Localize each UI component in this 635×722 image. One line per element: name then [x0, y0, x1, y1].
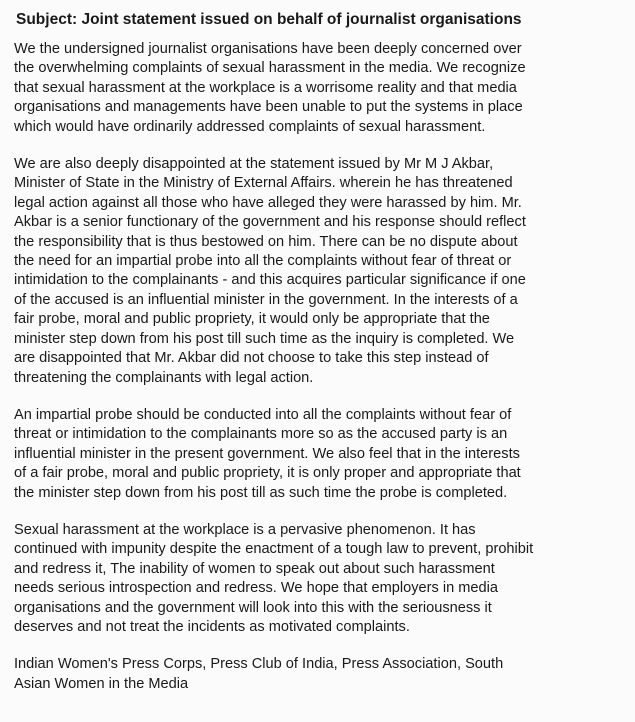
paragraph-3 — [14, 406, 621, 503]
text-line: the minister step down from his post till as such time the probe is completed. — [14, 484, 508, 501]
text-line: influential minister in the present government. We also feel that in the interests — [14, 445, 520, 462]
text-line: of a fair probe, moral and public propriety, it is only proper and appropriate that — [14, 465, 521, 482]
text-line: are disappointed that Mr. Akbar did not choose to take this step instead of — [14, 350, 489, 367]
text-line: needs serious introspection and redress. We hope that employers in media — [14, 580, 499, 597]
text-line: the need for an impartial probe into all the complaints without fear of threat or — [14, 253, 512, 270]
signatory-line: Indian Women's Press Corps, Press Club of India, Press Association, South — [14, 656, 504, 673]
text-line: threatening the complainants with legal action. — [14, 369, 314, 386]
paragraph-4 — [14, 521, 621, 637]
subject-heading: Subject: Joint statement issued on behalf of journalist organisations — [16, 11, 522, 28]
text-line: An impartial probe should be conducted into all the complaints without fear of — [14, 406, 512, 423]
signatories — [14, 655, 621, 694]
text-line: We the undersigned journalist organisations have been deeply concerned over — [14, 41, 522, 57]
text-line: legal action against all those who have alleged they were harassed by him. Mr. — [14, 194, 522, 211]
text-line: organisations and managements have been unable to put the systems in place — [14, 99, 523, 116]
text-line: fair probe, moral and public propriety, it would only be appropriate that the — [14, 311, 490, 328]
text-line: deserves and not treat the incidents as motivated complaints. — [14, 618, 410, 635]
paragraph-2 — [14, 155, 621, 388]
signatory-line: Asian Women in the Media — [14, 675, 189, 692]
text-line: intimidation to the complainants - and this acquires particular significance if one — [14, 272, 526, 289]
text-line: Sexual harassment at the workplace is a pervasive phenomenon. It has — [14, 521, 476, 538]
text-line: and redress it, The inability of women to speak out about such harassment — [14, 560, 495, 577]
text-line: continued with impunity despite the enactment of a tough law to prevent, prohibit — [14, 541, 534, 558]
text-line: Akbar is a senior functionary of the government and his response should reflect — [14, 214, 526, 231]
text-line: of the accused is an influential minister in the government. In the interests of a — [14, 291, 518, 308]
text-line: the overwhelming complaints of sexual harassment in the media. We recognize — [14, 60, 526, 77]
text-line: the responsibility that is thus bestowed on him. There can be no dispute about — [14, 233, 518, 250]
text-line: that sexual harassment at the workplace is a worrisome reality and that media — [14, 79, 517, 96]
text-line: We are also deeply disappointed at the statement issued by Mr M J Akbar, — [14, 156, 494, 173]
text-line: minister step down from his post till such time as the inquiry is completed. We — [14, 330, 515, 347]
text-line: Minister of State in the Ministry of External Affairs. wherein he has threatened — [14, 175, 513, 192]
paragraph-1 — [14, 40, 621, 137]
text-line: organisations and the government will look into this with the seriousness it — [14, 599, 492, 616]
text-line: threat or intimidation to the complainants more so as the accused party is an — [14, 426, 508, 443]
text-line: which would have ordinarily addressed complaints of sexual harassment. — [14, 118, 486, 135]
